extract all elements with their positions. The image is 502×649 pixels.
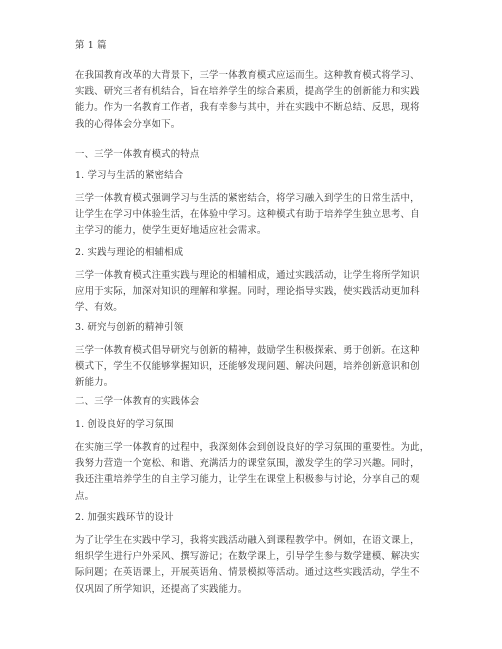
paragraph-line: 在我国教育改革的大背景下，三学一体教育模式应运而生。这种教育模式将学习、 [75, 70, 420, 81]
paragraph-1-2 [75, 268, 435, 317]
paragraph-line: 新能力。 [75, 377, 114, 389]
paragraph-line: 为了让学生在实践中学习，我将实践活动融入到课程教学中。例如，在语文课上， [75, 535, 420, 546]
subheading-1-3: 3. 研究与创新的精神引领 [75, 322, 184, 333]
paragraph-line: 学、有效。 [75, 302, 123, 314]
page-label [75, 38, 435, 54]
section-heading-1: 一、三学一体教育模式的特点 [75, 149, 200, 160]
paragraph-line: 主学习的能力，使学生更好地适应社会需求。 [75, 225, 267, 237]
paragraph-line: 我努力营造一个宽松、和谐、充满活力的课堂氛围，激发学生的学习兴趣。同时， [75, 458, 420, 470]
paragraph-line: 三学一体教育模式注重实践与理论的相辅相成，通过实践活动，让学生将所学知识 [75, 270, 420, 281]
page-label-text: 第 1 篇 [75, 40, 107, 51]
paragraph-line: 三学一体教育模式强调学习与生活的紧密结合，将学习融入到学生的日常生活中， [75, 193, 420, 204]
paragraph-line: 点。 [75, 490, 95, 502]
paragraph-2-2 [75, 533, 435, 598]
paragraph-line: 实践、研究三者有机结合，旨在培养学生的综合素质，提高学生的创新能力和实践 [75, 86, 420, 98]
paragraph-line: 际问题；在英语课上，开展英语角、情景模拟等活动。通过这些实践活动，学生不 [75, 567, 420, 579]
intro-paragraph [75, 68, 435, 133]
paragraph-line: 应用于实际，加深对知识的理解和掌握。同时，理论指导实践，使实践活动更加科 [75, 286, 420, 298]
paragraph-1-3 [75, 343, 435, 392]
paragraph-line: 组织学生进行户外采风、撰写游记；在数学课上，引导学生参与数学建模、解决实 [75, 551, 420, 563]
subheading-1-2: 2. 实践与理论的相辅相成 [75, 247, 184, 258]
subheading-2-1: 1. 创设良好的学习氛围 [75, 419, 174, 430]
paragraph-line: 让学生在学习中体验生活，在体验中学习。这种模式有助于培养学生独立思考、自 [75, 209, 420, 221]
paragraph-line: 我的心得体会分享如下。 [75, 118, 181, 130]
paragraph-line: 三学一体教育模式倡导研究与创新的精神，鼓励学生积极探索、勇于创新。在这种 [75, 345, 420, 356]
paragraph-line: 模式下，学生不仅能够掌握知识，还能够发现问题、解决问题，培养创新意识和创 [75, 361, 420, 373]
subheading-2-2: 2. 加强实践环节的设计 [75, 512, 174, 523]
paragraph-line: 我还注重培养学生的自主学习能力，让学生在课堂上积极参与讨论，分享自己的观 [75, 474, 420, 486]
paragraph-line: 仅巩固了所学知识，还提高了实践能力。 [75, 583, 248, 595]
paragraph-1-1 [75, 191, 435, 240]
paragraph-line: 能力。作为一名教育工作者，我有幸参与其中，并在实践中不断总结、反思，现将 [75, 102, 420, 114]
paragraph-line: 在实施三学一体教育的过程中，我深刻体会到创设良好的学习氛围的重要性。为此， [75, 442, 430, 453]
subheading-1-1: 1. 学习与生活的紧密结合 [75, 170, 184, 181]
section-heading-2: 二、三学一体教育的实践体会 [75, 396, 200, 407]
paragraph-2-1 [75, 440, 435, 505]
